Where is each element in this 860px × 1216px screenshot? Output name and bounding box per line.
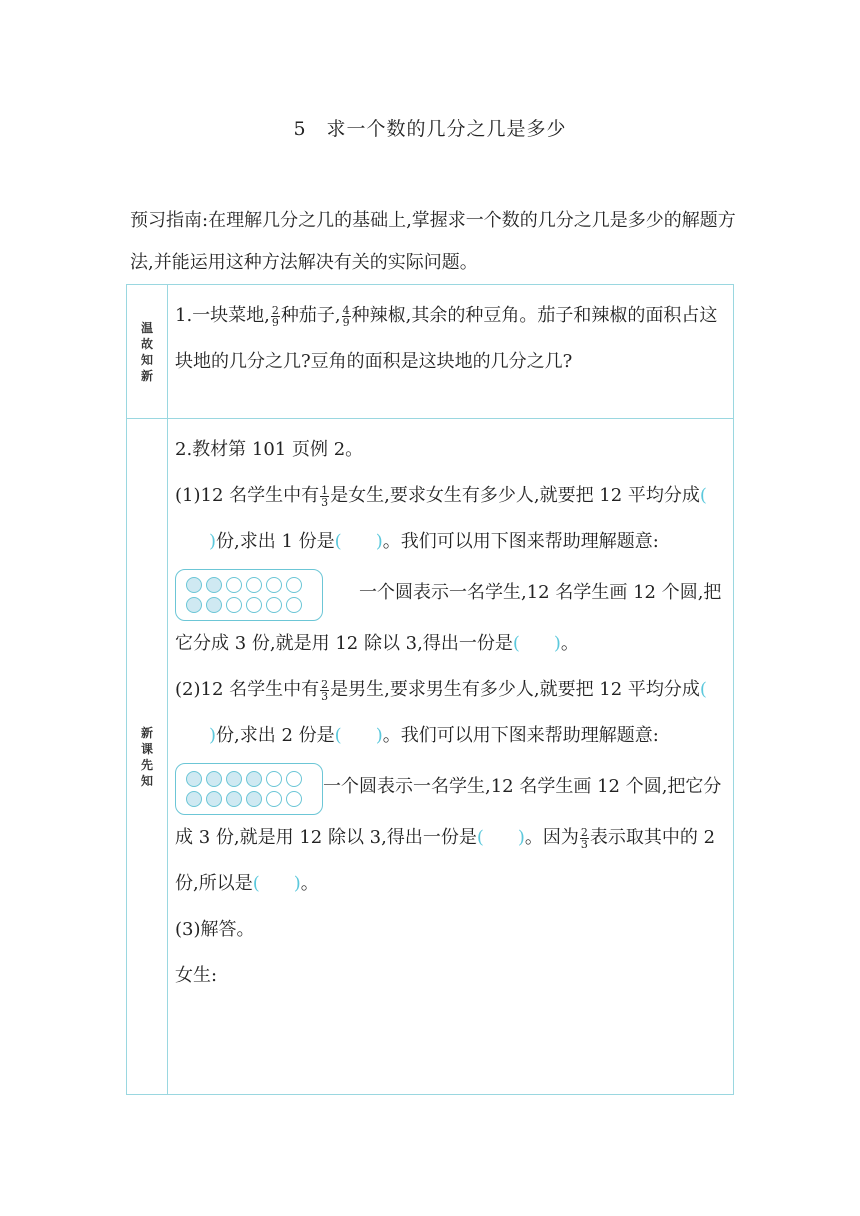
- student-circle: [226, 791, 242, 807]
- student-circle: [286, 791, 302, 807]
- student-circle: [206, 577, 222, 593]
- answer-blank[interactable]: ( ): [334, 725, 383, 746]
- student-circle: [186, 577, 202, 593]
- student-circle: [286, 597, 302, 613]
- student-circle: [206, 771, 222, 787]
- answer-blank[interactable]: ( ): [512, 633, 561, 654]
- student-circle: [266, 597, 282, 613]
- answer-blank[interactable]: ( ): [334, 531, 383, 552]
- student-circle: [206, 791, 222, 807]
- student-circle: [286, 771, 302, 787]
- answer-blank[interactable]: ( ): [476, 827, 525, 848]
- answer-blank[interactable]: (): [209, 679, 707, 746]
- page-title: 5 求一个数的几分之几是多少: [293, 118, 567, 140]
- student-circle: [266, 791, 282, 807]
- part-2: (2)12 名学生中有 $\frac{2}{3}$ 是男生,要求男生有多少人,就要把 12 平均分成()份,求出 2 份是( )。我们可以用下图来帮助理解题意:: [175, 677, 707, 746]
- student-circle: [226, 577, 242, 593]
- student-circles-diagram-2: [175, 763, 323, 815]
- student-circle: [226, 597, 242, 613]
- part-3: (3)解答。: [175, 919, 255, 940]
- student-circles-diagram-1: [175, 569, 323, 621]
- section-label-review: 温故知新: [127, 285, 168, 419]
- fraction-2-3: $\frac{2}{3}$: [580, 825, 588, 851]
- fraction-4-9: $\frac{4}{9}$: [342, 303, 350, 329]
- answer-blank[interactable]: ( ): [252, 873, 301, 894]
- student-circle: [186, 791, 202, 807]
- answer-blank[interactable]: (): [209, 485, 707, 552]
- student-circle: [286, 577, 302, 593]
- student-circle: [206, 597, 222, 613]
- student-circle: [266, 577, 282, 593]
- question-2: 2.教材第 101 页例 2。 (1)12 名学生中有 $\frac{1}{3}$ 是女生,要求女生有多少人,就要把 12 平均分成()份,求出 1 份是( )。我们可以用下图来帮助理解题意: 一个圆表示一名学生,12 名学生画 12 个圆,把它分成 3 份,就是用 12 除以 3,得出一份是( )。 (2)12 名学生中有 $\frac{2}{3}$ 是男生,要求男生有多少人,就要把 12 平均分成()份,求出 2 份是( )。我们可以用下图来帮助理解题意: 一个圆表示一名学生,12 名学生画 12 个圆,把它分成 3 份,就是用 12 除以 3,得出一份是( )。因为 $\frac{2}{3}$ 表示取其中的 2 份,所以是( )。 (3)解答。 女生:: [168, 419, 734, 1095]
- part-1: (1)12 名学生中有 $\frac{1}{3}$ 是女生,要求女生有多少人,就要把 12 平均分成()份,求出 1 份是( )。我们可以用下图来帮助理解题意:: [175, 483, 707, 552]
- student-circle: [246, 771, 262, 787]
- fraction-2-3: $\frac{2}{3}$: [321, 677, 329, 703]
- girls-answer-label: 女生:: [175, 965, 218, 986]
- student-circle: [186, 771, 202, 787]
- student-circle: [226, 771, 242, 787]
- student-circle: [246, 791, 262, 807]
- section-label-preview: 新课先知: [127, 419, 168, 1095]
- question-2-heading: 2.教材第 101 页例 2。: [175, 439, 364, 460]
- fraction-1-3: $\frac{1}{3}$: [321, 483, 329, 509]
- preview-guide: 预习指南:在理解几分之几的基础上,掌握求一个数的几分之几是多少的解题方法,并能运用这种方法解决有关的实际问题。: [130, 210, 736, 273]
- exercise-table: [126, 284, 734, 1095]
- student-circle: [186, 597, 202, 613]
- student-circle: [246, 597, 262, 613]
- fraction-2-9: $\frac{2}{9}$: [271, 303, 279, 329]
- student-circle: [266, 771, 282, 787]
- question-1: 1.一块菜地, $\frac{2}{9}$ 种茄子, $\frac{4}{9}$ 种辣椒,其余的种豆角。茄子和辣椒的面积占这块地的几分之几?豆角的面积是这块地的几分之几?: [168, 285, 734, 419]
- student-circle: [246, 577, 262, 593]
